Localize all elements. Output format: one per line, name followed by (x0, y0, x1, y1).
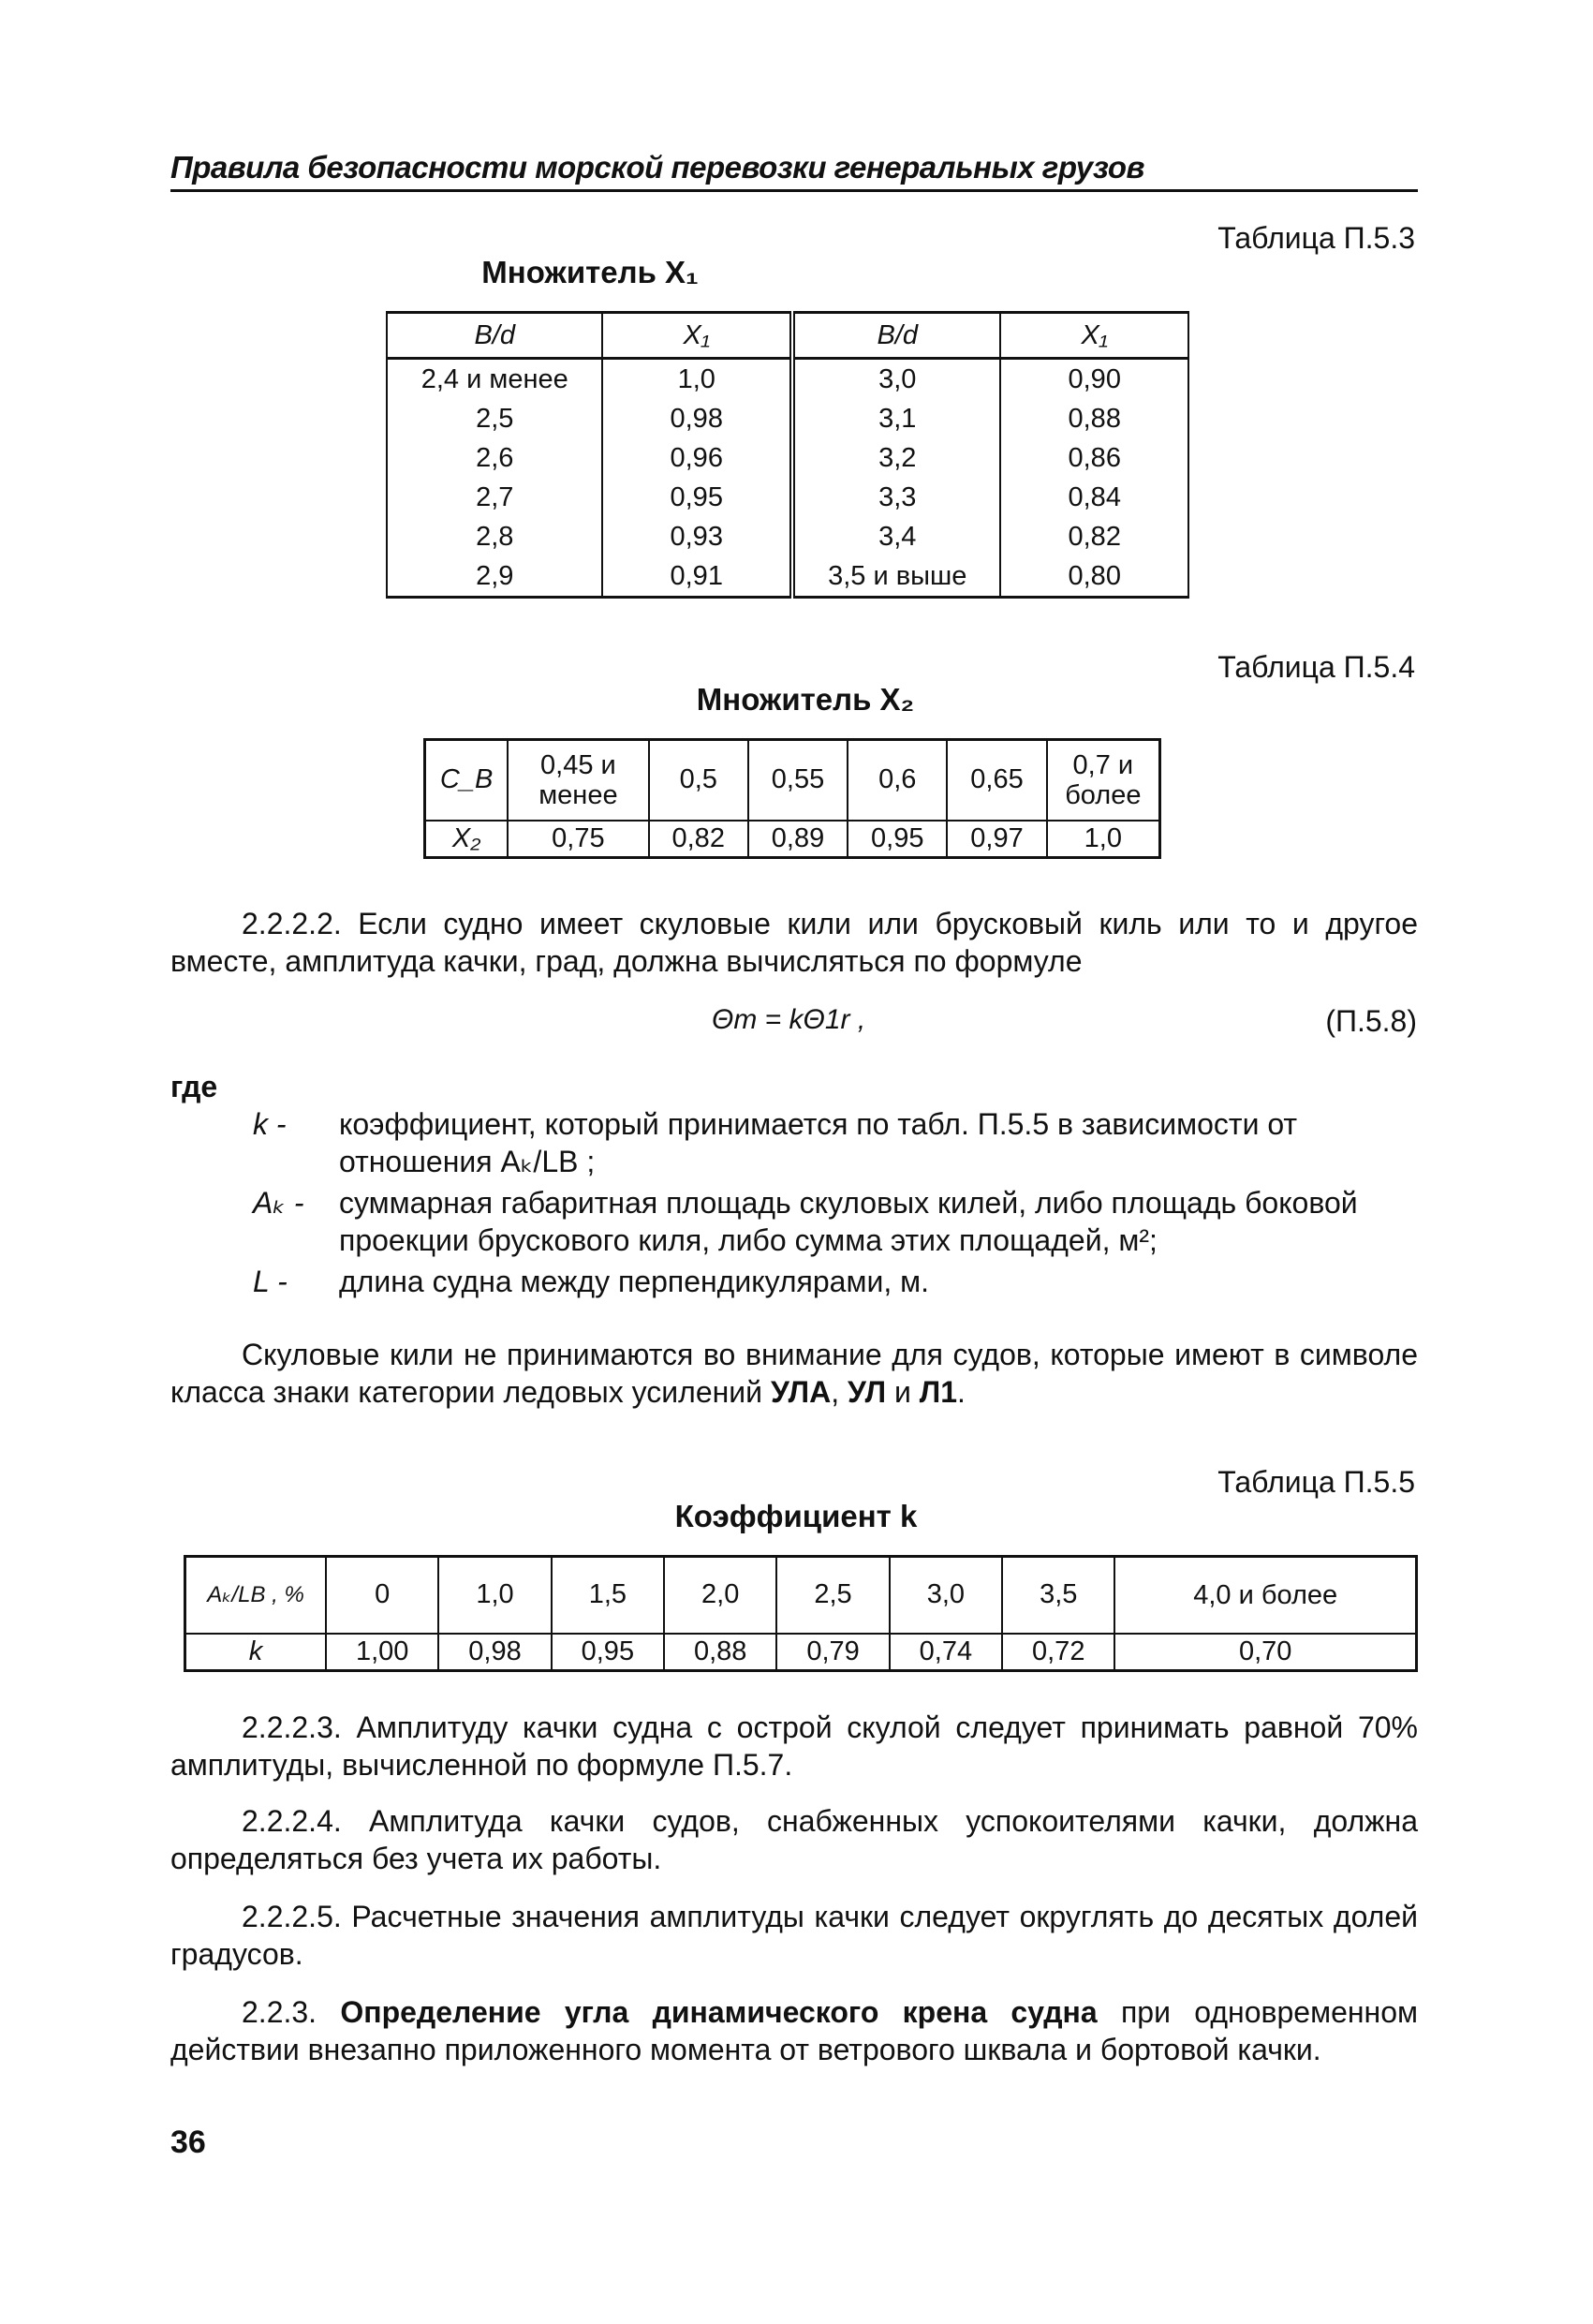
t1-cell: 2,4 и менее (387, 359, 602, 400)
t2-cell: 0,75 (508, 821, 648, 858)
definition-text: коэффициент, который принимается по табл. П.5.5 в зависимости от отношения Aₖ/LB ; (339, 1107, 1298, 1178)
t1-cell: 0,80 (1000, 556, 1188, 598)
t1-cell: 2,8 (387, 517, 602, 556)
table2-title: Множитель X₂ (696, 682, 915, 717)
table-row (387, 556, 1188, 598)
table-row (387, 438, 1188, 478)
separator: и (886, 1375, 920, 1409)
t3-cell: 0,98 (438, 1634, 551, 1671)
table-row (387, 399, 1188, 438)
t1-cell: 0,91 (602, 556, 792, 598)
t3-cell: 0,79 (776, 1634, 889, 1671)
table-row (185, 1557, 1417, 1634)
t2-cell: 0,5 (649, 740, 748, 821)
t2-cell: 0,7 и более (1047, 740, 1160, 821)
t1-cell: 1,0 (602, 359, 792, 400)
t2-cell-head: C_B (425, 740, 509, 821)
t2-cell-head: X₂ (425, 821, 509, 858)
where-label: где (170, 1070, 218, 1103)
t3-cell-head: Aₖ/LB , % (185, 1557, 327, 1634)
separator: , (831, 1375, 848, 1409)
t1-cell: 2,9 (387, 556, 602, 598)
table-multiplier-x2 (423, 738, 1161, 859)
t2-cell: 0,82 (649, 821, 748, 858)
t1-cell: 0,95 (602, 478, 792, 517)
class-mark: УЛ (847, 1375, 887, 1409)
paragraph-2-2-2-5 (170, 1898, 1418, 1973)
definition-text: суммарная габаритная площадь скуловых килей, либо площадь боковой проекции брускового киля, либо сумма этих площадей, м²; (339, 1186, 1358, 1257)
paragraph-text: 2.2.2.3. Амплитуду качки судна с острой скулой следует принимать равной 70% амплитуды, вычисленной по формуле П.5.7. (170, 1710, 1418, 1782)
table-row (425, 821, 1160, 858)
t1-cell: 3,4 (792, 517, 1000, 556)
t1-cell: 2,6 (387, 438, 602, 478)
t1-cell: 0,90 (1000, 359, 1188, 400)
t1-cell: 3,2 (792, 438, 1000, 478)
paragraph-text: Скуловые кили не принимаются во внимание для судов, которые имеют в символе класса знаки категории ледовых усилений (170, 1338, 1418, 1409)
t2-cell: 0,55 (748, 740, 848, 821)
table3-caption: Таблица П.5.5 (1217, 1465, 1415, 1499)
t3-cell: 3,0 (890, 1557, 1002, 1634)
t3-cell: 0 (326, 1557, 438, 1634)
paragraph-bilge-keels (170, 1336, 1418, 1411)
t1-cell: 0,98 (602, 399, 792, 438)
formula-p-5-8: Θm = kΘ1r , (712, 1004, 866, 1035)
paragraph-2-2-2-4 (170, 1802, 1418, 1877)
t1-header-x1: X₁ (602, 313, 792, 359)
paragraph-2-2-3 (170, 1993, 1418, 2068)
table1-caption: Таблица П.5.3 (1217, 221, 1415, 255)
table-multiplier-x1 (386, 311, 1189, 599)
t2-cell: 0,45 и менее (508, 740, 648, 821)
t1-cell: 3,5 и выше (792, 556, 1000, 598)
t2-cell: 1,0 (1047, 821, 1160, 858)
t3-cell: 1,0 (438, 1557, 551, 1634)
class-mark: Л1 (919, 1375, 958, 1409)
paragraph-text: 2.2.2.5. Расчетные значения амплитуды качки следует округлять до десятых долей градусов. (170, 1900, 1418, 1971)
t3-cell: 0,95 (552, 1634, 664, 1671)
t1-cell: 0,86 (1000, 438, 1188, 478)
definition-symbol: Aₖ - (253, 1186, 304, 1220)
t3-cell: 0,72 (1002, 1634, 1114, 1671)
table-row (387, 478, 1188, 517)
separator: . (957, 1375, 966, 1409)
t1-header-bd: B/d (387, 313, 602, 359)
paragraph-2-2-2-3 (170, 1709, 1418, 1784)
definition-item (253, 1263, 1418, 1300)
t3-cell: 1,5 (552, 1557, 664, 1634)
t3-cell: 0,88 (664, 1634, 776, 1671)
t2-cell: 0,97 (947, 821, 1046, 858)
t3-cell-head: k (185, 1634, 327, 1671)
t1-cell: 0,93 (602, 517, 792, 556)
definition-text: длина судна между перпендикулярами, м. (339, 1265, 930, 1298)
t3-cell: 0,74 (890, 1634, 1002, 1671)
running-header: Правила безопасности морской перевозки генеральных грузов (170, 150, 1418, 192)
table-row (425, 740, 1160, 821)
paragraph-text: 2.2.2.4. Амплитуда качки судов, снабженных успокоителями качки, должна определяться без учета их работы. (170, 1804, 1418, 1875)
class-mark: УЛА (770, 1375, 832, 1409)
t3-cell: 0,70 (1114, 1634, 1416, 1671)
paragraph-text: 2.2.2.2. Если судно имеет скуловые кили или брусковый киль или то и другое вместе, амплитуда качки, град, должна вычисляться по формуле (170, 907, 1418, 978)
t1-cell: 2,5 (387, 399, 602, 438)
section-number: 2.2.3. (242, 1995, 317, 2029)
paragraph-2-2-2-2 (170, 905, 1418, 980)
t2-cell: 0,95 (848, 821, 947, 858)
t1-cell: 3,3 (792, 478, 1000, 517)
t3-cell: 4,0 и более (1114, 1557, 1416, 1634)
t3-cell: 2,5 (776, 1557, 889, 1634)
t1-cell: 3,1 (792, 399, 1000, 438)
t1-cell: 0,84 (1000, 478, 1188, 517)
t2-cell: 0,89 (748, 821, 848, 858)
t1-cell: 0,82 (1000, 517, 1188, 556)
t2-cell: 0,65 (947, 740, 1046, 821)
t1-header-bd-2: B/d (792, 313, 1000, 359)
t1-cell: 0,88 (1000, 399, 1188, 438)
table-row (387, 517, 1188, 556)
definition-symbol: L - (253, 1265, 288, 1298)
table-row (387, 359, 1188, 400)
t3-cell: 1,00 (326, 1634, 438, 1671)
table-row (185, 1634, 1417, 1671)
paragraph-text: при одновременном действии внезапно приложенного момента от ветрового шквала и бортовой качки. (170, 1995, 1419, 2066)
table3-title: Коэффициент k (674, 1499, 918, 1533)
definition-symbol: k - (253, 1107, 287, 1141)
t1-cell: 2,7 (387, 478, 602, 517)
t1-cell: 3,0 (792, 359, 1000, 400)
section-heading: Определение угла динамического крена судна (340, 1995, 1098, 2029)
definition-item (253, 1105, 1418, 1180)
table1-title: Множитель X₁ (481, 255, 699, 289)
t3-cell: 3,5 (1002, 1557, 1114, 1634)
t1-header-x1-2: X₁ (1000, 313, 1188, 359)
table2-caption: Таблица П.5.4 (1217, 650, 1415, 684)
formula-number: (П.5.8) (1325, 1004, 1417, 1038)
t1-cell: 0,96 (602, 438, 792, 478)
definition-item (253, 1184, 1418, 1259)
t3-cell: 2,0 (664, 1557, 776, 1634)
t2-cell: 0,6 (848, 740, 947, 821)
page-number: 36 (170, 2124, 206, 2160)
definitions-list (253, 1105, 1418, 1304)
table-coefficient-k (184, 1555, 1418, 1672)
